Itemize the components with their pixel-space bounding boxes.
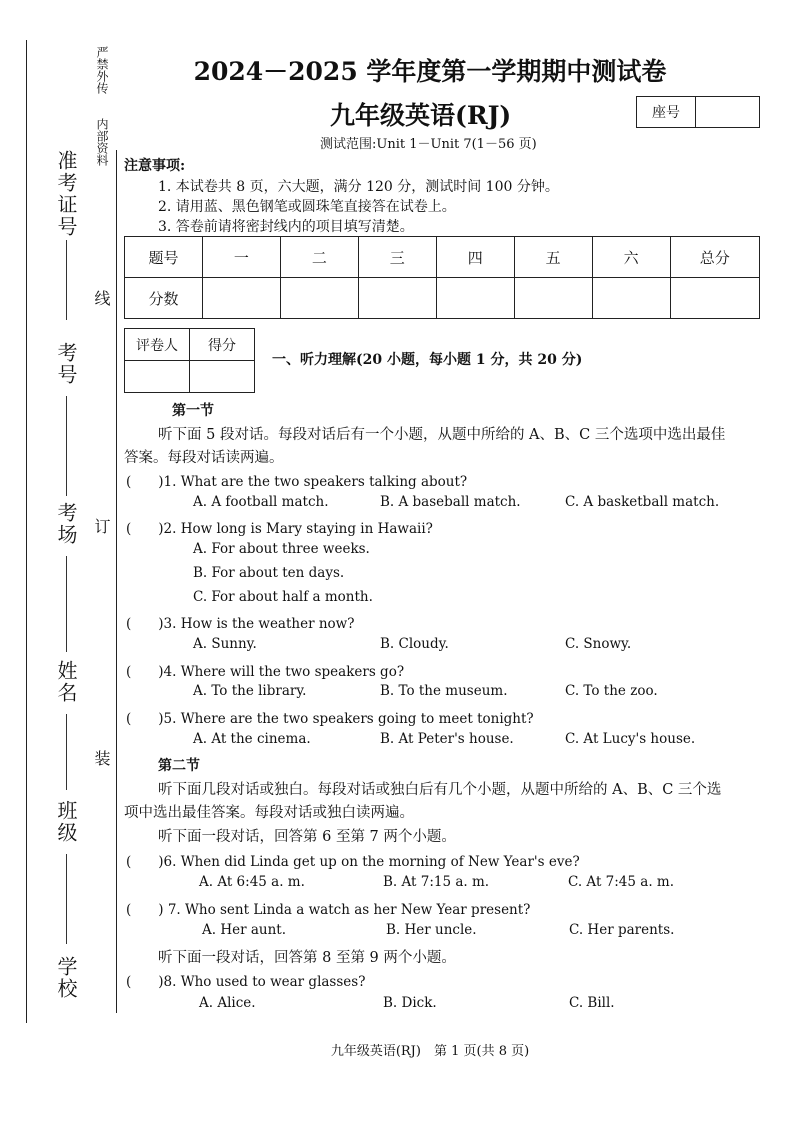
seal-zhuang-label: 装: [92, 750, 111, 768]
score-header-cell: 五: [514, 237, 592, 278]
class-label: 班级: [54, 800, 78, 844]
name-line[interactable]: [66, 714, 67, 790]
score-cell[interactable]: [592, 278, 670, 319]
score-header-cell: 四: [436, 237, 514, 278]
part-1-instruction: 答案。每段对话读两遍。: [124, 450, 284, 466]
question-stem: ( )8. Who used to wear glasses?: [126, 974, 366, 990]
option-b: B. Her uncle.: [386, 922, 477, 938]
strict-label: 严禁外传: [95, 46, 109, 94]
part-1-heading: 第一节: [172, 403, 214, 419]
option-a: A. At the cinema.: [193, 731, 311, 747]
score-cell[interactable]: [280, 278, 358, 319]
test-range: 测试范围:Unit 1－Unit 7(1－56 页): [320, 137, 537, 152]
option-c: C. To the zoo.: [565, 683, 658, 699]
seat-number-line[interactable]: [66, 396, 67, 496]
notice-item: 3. 答卷前请将密封线内的项目填写清楚。: [158, 219, 414, 235]
option-a: A. A football match.: [193, 494, 329, 510]
option-c: C. A basketball match.: [565, 494, 720, 510]
binding-line-left: [26, 40, 27, 1023]
reviewer-cell[interactable]: [125, 361, 190, 393]
option-b: B. To the museum.: [380, 683, 508, 699]
option-c: C. Snowy.: [565, 636, 632, 652]
binding-line-right: [116, 150, 117, 1013]
score-header-cell: 三: [358, 237, 436, 278]
seat-number-label: 考号: [54, 342, 78, 386]
option-a: A. Her aunt.: [202, 922, 286, 938]
question-stem: ( ) 7. Who sent Linda a watch as her New Year present?: [126, 902, 531, 918]
option-b: B. A baseball match.: [380, 494, 521, 510]
option-c: C. At Lucy's house.: [565, 731, 696, 747]
option-a: A. To the library.: [193, 683, 307, 699]
dialogue-intro: 听下面一段对话，回答第 6 至第 7 两个小题。: [158, 829, 456, 845]
option-a: A. Sunny.: [193, 636, 257, 652]
school-label: 学校: [54, 956, 78, 1000]
part-2-instruction: 项中选出最佳答案。每段对话或独白读两遍。: [124, 805, 414, 821]
page-footer: 九年级英语(RJ) 第 1 页(共 8 页): [330, 1044, 530, 1059]
seat-label: 座号: [637, 97, 696, 127]
score-table: [124, 236, 760, 319]
reviewer-label: 评卷人: [125, 329, 190, 361]
option-c: C. Bill.: [569, 995, 615, 1011]
dialogue-intro: 听下面一段对话，回答第 8 至第 9 两个小题。: [158, 950, 456, 966]
option-b: B. Dick.: [383, 995, 437, 1011]
exam-number-line[interactable]: [66, 240, 67, 320]
score-cell[interactable]: [670, 278, 759, 319]
exam-title: 2024－2025 学年度第一学期期中测试卷: [193, 57, 667, 86]
option-c: C. At 7:45 a. m.: [568, 874, 674, 890]
option-c: C. For about half a month.: [193, 589, 373, 605]
exam-subtitle: 九年级英语(RJ): [330, 101, 512, 130]
name-label: 姓名: [54, 660, 78, 704]
option-a: A. At 6:45 a. m.: [199, 874, 305, 890]
grader-table: [124, 328, 255, 393]
section-1-title: 一、听力理解(20 小题，每小题 1 分，共 20 分): [272, 352, 583, 368]
score-table-header-row: [125, 237, 760, 278]
class-line[interactable]: [66, 854, 67, 944]
question-stem: ( )6. When did Linda get up on the morning of New Year's eve?: [126, 854, 580, 870]
exam-number-label: 准考证号: [54, 150, 78, 238]
exam-room-line[interactable]: [66, 556, 67, 652]
question-stem: ( )5. Where are the two speakers going to meet tonight?: [126, 711, 534, 727]
question-stem: ( )2. How long is Mary staying in Hawaii?: [126, 521, 433, 537]
score-header-cell: 总分: [670, 237, 759, 278]
score-cell[interactable]: [514, 278, 592, 319]
notice-heading: 注意事项:: [124, 158, 186, 174]
grade-label: 得分: [190, 329, 255, 361]
score-cell[interactable]: [202, 278, 280, 319]
part-2-heading: 第二节: [158, 758, 200, 774]
score-header-cell: 二: [280, 237, 358, 278]
score-row-label: 分数: [125, 278, 203, 319]
option-a: A. For about three weeks.: [193, 541, 370, 557]
seal-ding-label: 订: [92, 518, 111, 536]
question-stem: ( )4. Where will the two speakers go?: [126, 664, 405, 680]
score-cell[interactable]: [436, 278, 514, 319]
grade-cell[interactable]: [190, 361, 255, 393]
option-c: C. Her parents.: [569, 922, 675, 938]
score-table-value-row: [125, 278, 760, 319]
seat-box: [636, 96, 760, 128]
option-b: B. Cloudy.: [380, 636, 449, 652]
option-b: B. At 7:15 a. m.: [383, 874, 490, 890]
option-b: B. At Peter's house.: [380, 731, 514, 747]
part-1-instruction: 听下面 5 段对话。每段对话后有一个小题，从题中所给的 A、B、C 三个选项中选出最佳: [158, 427, 726, 443]
notice-item: 2. 请用蓝、黑色钢笔或圆珠笔直接答在试卷上。: [158, 199, 456, 215]
option-b: B. For about ten days.: [193, 565, 345, 581]
notice-item: 1. 本试卷共 8 页，六大题，满分 120 分，测试时间 100 分钟。: [158, 179, 559, 195]
seal-line-label: 线: [92, 290, 111, 308]
option-a: A. Alice.: [199, 995, 256, 1011]
exam-room-label: 考场: [54, 502, 78, 546]
question-stem: ( )1. What are the two speakers talking about?: [126, 474, 468, 490]
score-header-cell: 题号: [125, 237, 203, 278]
score-header-cell: 六: [592, 237, 670, 278]
score-header-cell: 一: [202, 237, 280, 278]
seat-input[interactable]: [696, 97, 759, 127]
part-2-instruction: 听下面几段对话或独白。每段对话或独白后有几个小题，从题中所给的 A、B、C 三个选: [158, 782, 722, 798]
internal-label: 内部资料: [95, 118, 109, 166]
question-stem: ( )3. How is the weather now?: [126, 616, 355, 632]
score-cell[interactable]: [358, 278, 436, 319]
